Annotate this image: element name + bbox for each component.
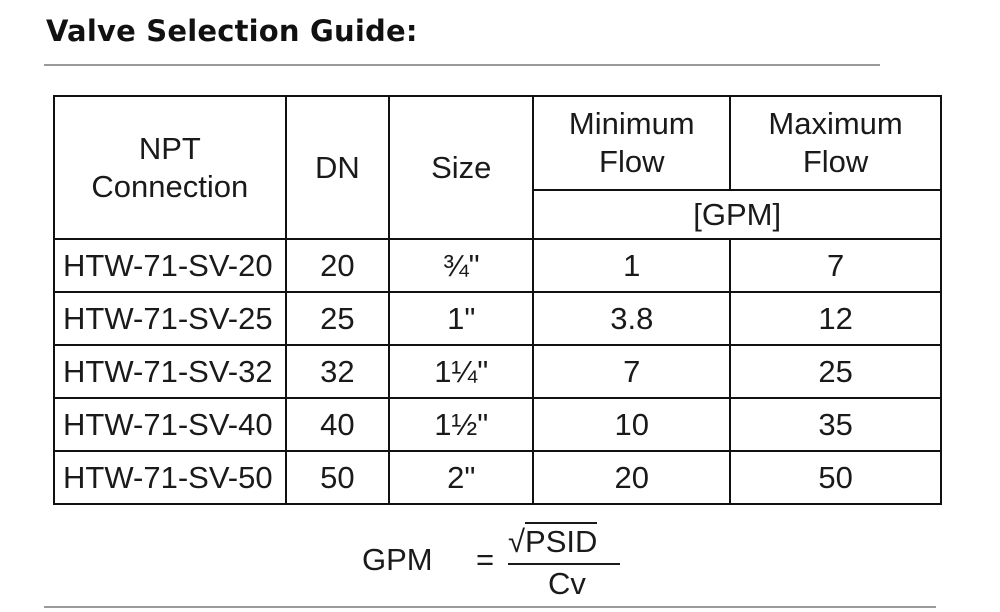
header-flow-unit: [GPM] [533,190,941,239]
formula-lhs: GPM [362,542,433,577]
gpm-formula [362,522,622,602]
title-divider [44,64,880,66]
cell-size: ¾" [389,239,533,292]
cell-min-flow: 20 [533,451,730,504]
cell-max-flow: 25 [730,345,941,398]
cell-model: HTW-71-SV-25 [54,292,286,345]
cell-max-flow: 35 [730,398,941,451]
formula-denominator: Cv [548,566,586,601]
cell-dn: 50 [286,451,389,504]
header-size: Size [389,96,533,239]
page-title: Valve Selection Guide: [46,14,418,48]
cell-max-flow: 50 [730,451,941,504]
cell-dn: 20 [286,239,389,292]
cell-min-flow: 10 [533,398,730,451]
cell-min-flow: 7 [533,345,730,398]
valve-selection-table [53,95,942,505]
cell-dn: 32 [286,345,389,398]
cell-max-flow: 7 [730,239,941,292]
table-row [54,292,941,345]
cell-dn: 40 [286,398,389,451]
cell-model: HTW-71-SV-20 [54,239,286,292]
table-row [54,239,941,292]
formula-numerator-text: PSID [525,524,598,559]
cell-size: 1" [389,292,533,345]
cell-size: 2" [389,451,533,504]
cell-min-flow: 3.8 [533,292,730,345]
cell-model: HTW-71-SV-40 [54,398,286,451]
cell-model: HTW-71-SV-50 [54,451,286,504]
header-minimum-flow: Minimum Flow [533,96,730,190]
formula-numerator [508,524,597,560]
table-row [54,451,941,504]
square-root-symbol: √ [508,524,526,559]
cell-model: HTW-71-SV-32 [54,345,286,398]
header-maximum-flow: Maximum Flow [730,96,941,190]
cell-size: 1½" [389,398,533,451]
table-row [54,398,941,451]
cell-size: 1¼" [389,345,533,398]
fraction-bar [508,563,620,565]
header-dn: DN [286,96,389,239]
cell-dn: 25 [286,292,389,345]
bottom-divider [44,606,936,608]
table-row [54,345,941,398]
cell-max-flow: 12 [730,292,941,345]
table-header-row [54,96,941,190]
formula-equals: = [476,542,495,577]
header-npt-connection: NPT Connection [54,96,286,239]
cell-min-flow: 1 [533,239,730,292]
